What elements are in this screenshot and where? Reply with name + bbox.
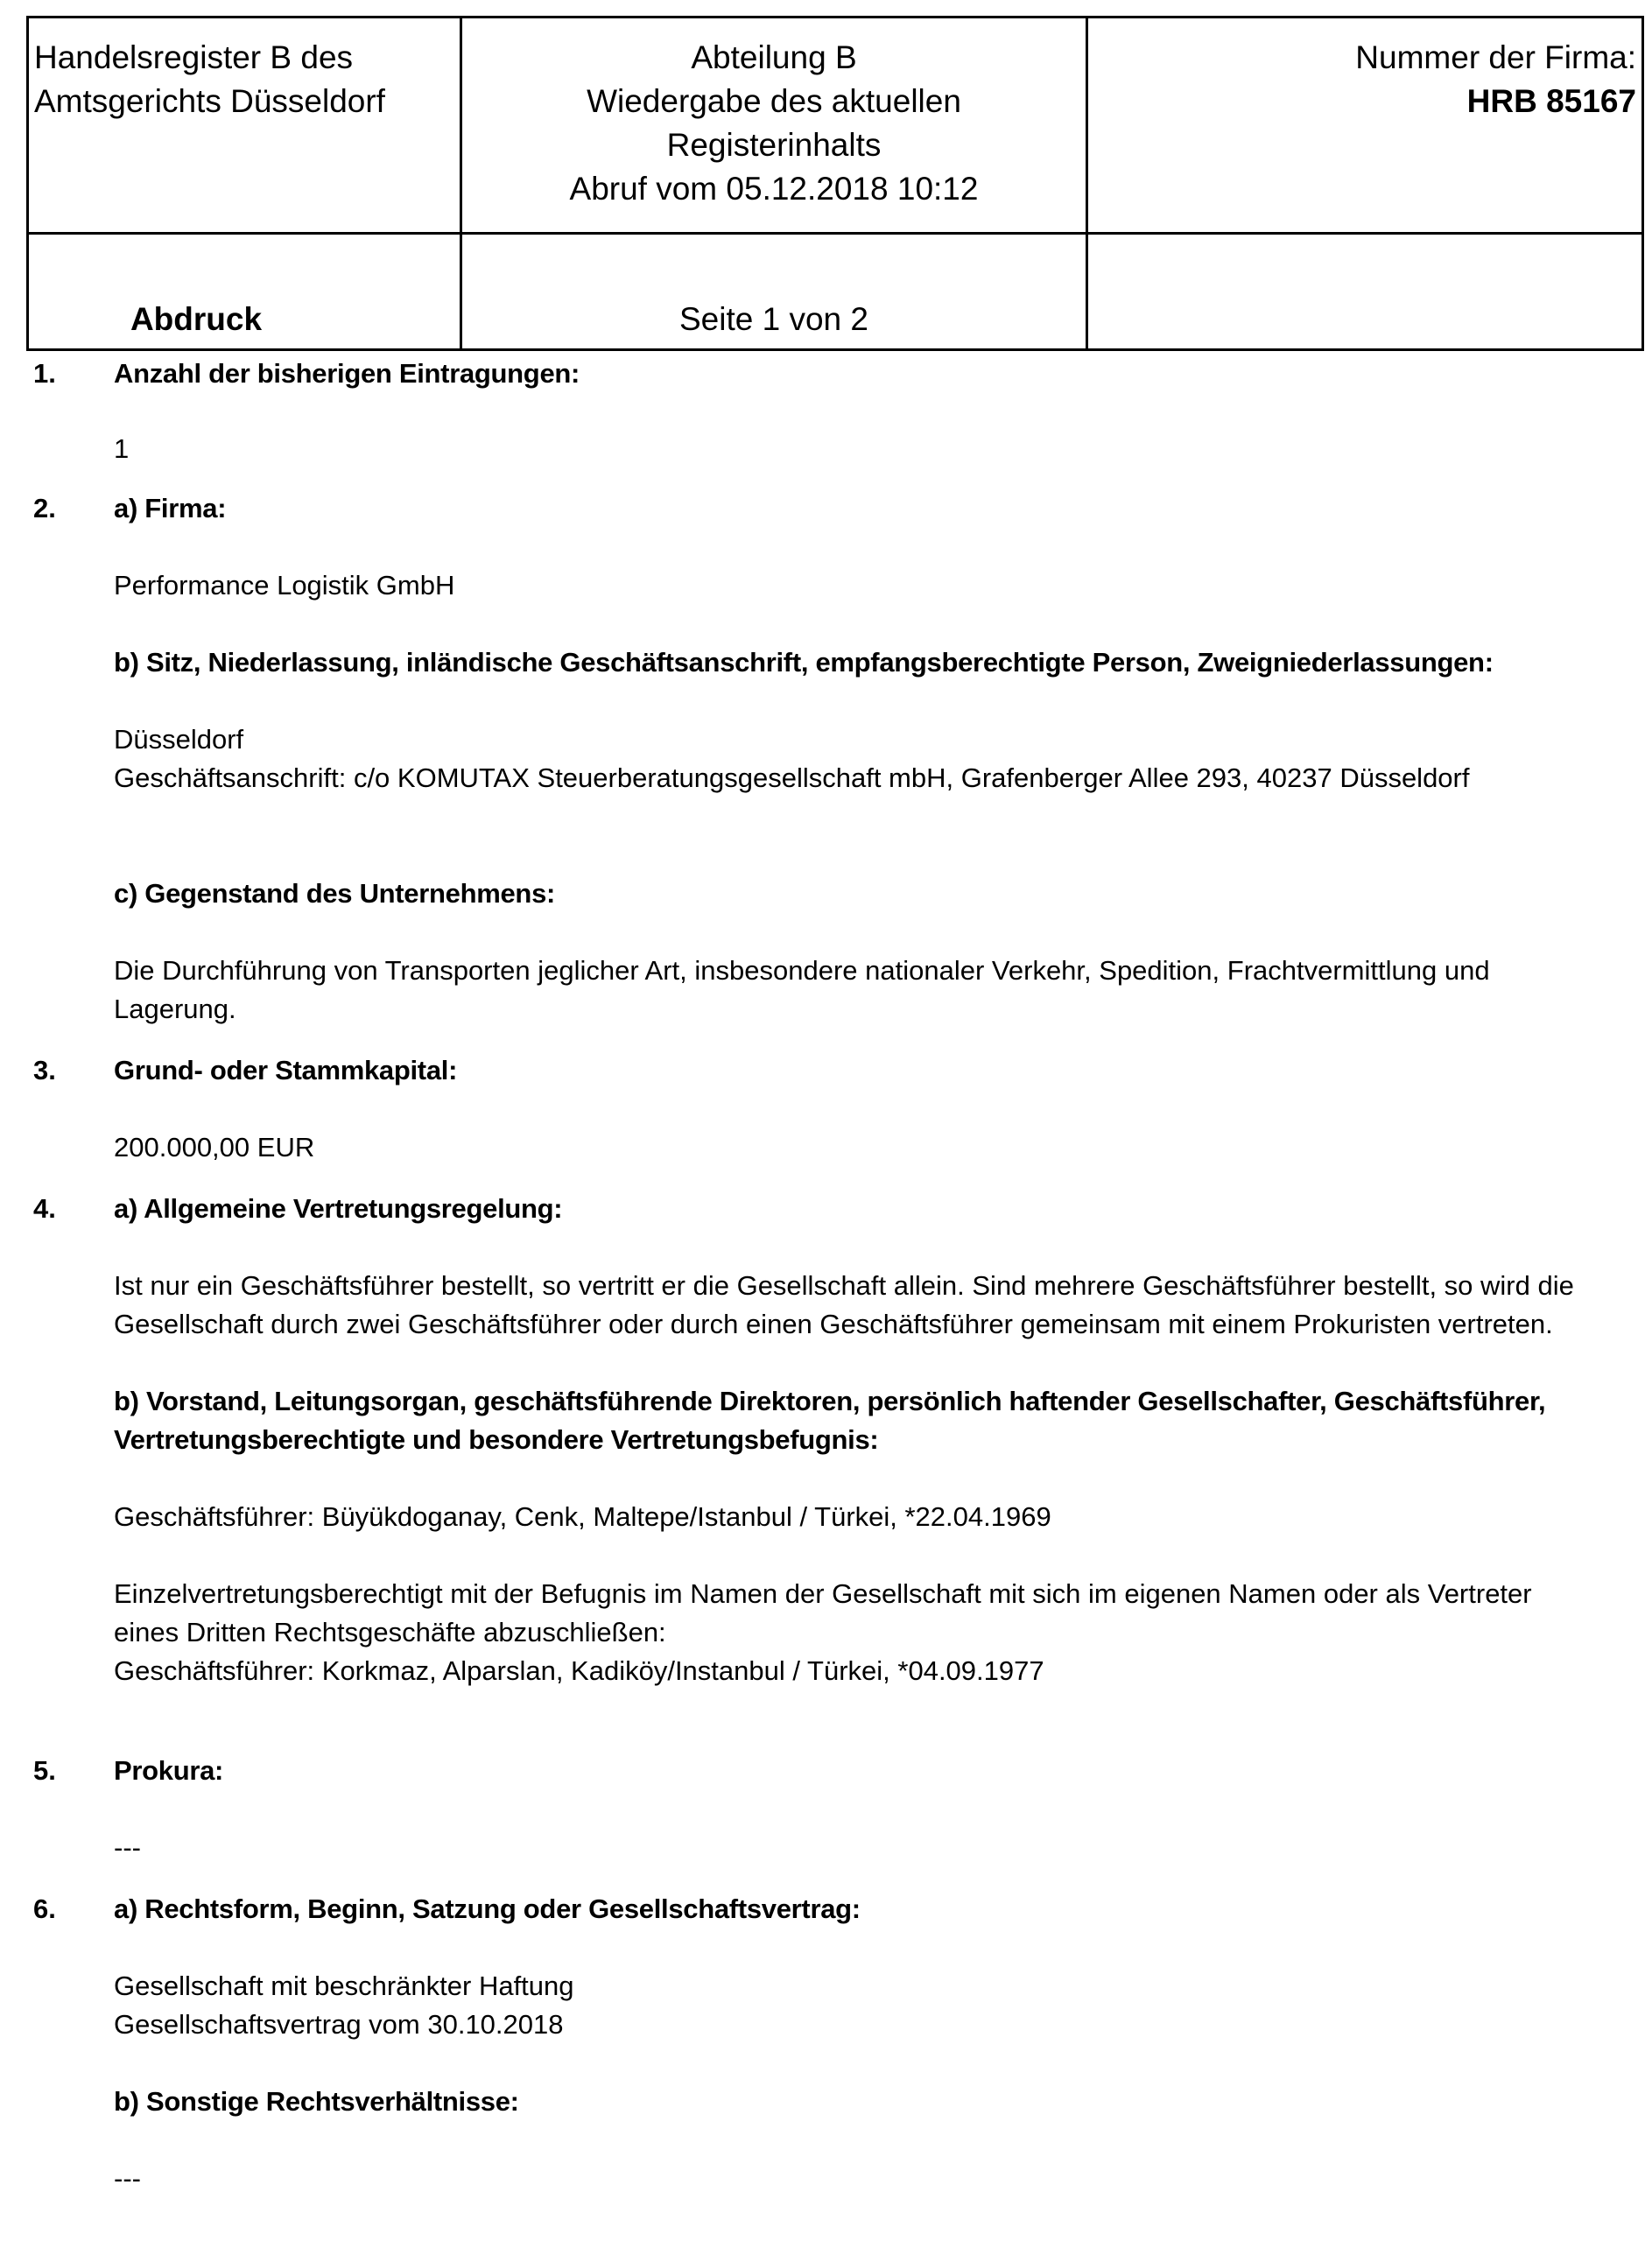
department-line-1: Abteilung B bbox=[691, 39, 857, 75]
section-1 bbox=[0, 355, 1652, 468]
representation-rule: Ist nur ein Geschäftsführer bestellt, so vertritt er die Gesellschaft allein. Sind mehrere Geschäftsführer bestellt, so wird die Gesellschaft durch zwei Geschäftsführer oder durch einen Geschäftsführer gemeinsam mit einem Prokuristen vertreten. bbox=[114, 1270, 1574, 1339]
section-number: 6. bbox=[33, 1893, 56, 1924]
section-2 bbox=[0, 489, 1652, 1029]
representation-heading: a) Allgemeine Vertretungsregelung: bbox=[114, 1193, 563, 1224]
management-heading: b) Vorstand, Leitungsorgan, geschäftsführende Direktoren, persönlich haftender Gesellschafter, Geschäftsführer, Vertretungsberechtigte und besondere Vertretungsbefugnis: bbox=[114, 1386, 1546, 1455]
sole-representation-note: Einzelvertretungsberechtigt mit der Befugnis im Namen der Gesellschaft mit sich im eigenen Namen oder als Vertreter eines Dritten Rechtsgeschäfte abzuschließen: bbox=[114, 1578, 1532, 1647]
seat-heading: b) Sitz, Niederlassung, inländische Geschäftsanschrift, empfangsberechtigte Person, Zweigniederlassungen: bbox=[114, 647, 1494, 678]
firm-name: Performance Logistik GmbH bbox=[114, 570, 455, 601]
retrieval-date: Abruf vom 05.12.2018 10:12 bbox=[569, 171, 979, 207]
company-purpose: Die Durchführung von Transporten jeglicher Art, insbesondere nationaler Verkehr, Spedition, Frachtvermittlung und Lagerung. bbox=[114, 955, 1490, 1024]
section-5 bbox=[0, 1752, 1652, 1867]
court-line-1: Handelsregister B des bbox=[34, 39, 354, 75]
section-number: 1. bbox=[33, 358, 56, 389]
company-number-cell bbox=[1087, 18, 1643, 234]
other-relations-heading: b) Sonstige Rechtsverhältnisse: bbox=[114, 2086, 519, 2117]
print-label-cell bbox=[28, 234, 461, 350]
section-heading: Anzahl der bisherigen Eintragungen: bbox=[114, 358, 580, 389]
court-cell bbox=[28, 18, 461, 234]
register-header-table bbox=[26, 16, 1644, 351]
purpose-heading: c) Gegenstand des Unternehmens: bbox=[114, 878, 556, 909]
section-6 bbox=[0, 1890, 1652, 2198]
articles-date: Gesellschaftsvertrag vom 30.10.2018 bbox=[114, 2009, 564, 2040]
procuration-heading: Prokura: bbox=[114, 1755, 224, 1786]
entries-count: 1 bbox=[114, 433, 130, 464]
section-3 bbox=[0, 1051, 1652, 1167]
share-capital: 200.000,00 EUR bbox=[114, 1132, 315, 1163]
page-number-cell bbox=[461, 234, 1087, 350]
print-label: Abdruck bbox=[130, 301, 263, 337]
seat-city: Düsseldorf bbox=[114, 724, 244, 755]
department-line-3: Registerinhalts bbox=[666, 127, 882, 163]
legal-form: Gesellschaft mit beschränkter Haftung bbox=[114, 1971, 574, 2001]
section-number: 3. bbox=[33, 1055, 56, 1085]
section-number: 2. bbox=[33, 493, 56, 523]
section-number: 5. bbox=[33, 1755, 56, 1786]
managing-director-1: Geschäftsführer: Büyükdoganay, Cenk, Maltepe/Istanbul / Türkei, *22.04.1969 bbox=[114, 1501, 1051, 1532]
court-line-2: Amtsgerichts Düsseldorf bbox=[34, 83, 385, 119]
company-number-label: Nummer der Firma: bbox=[1355, 39, 1636, 75]
capital-heading: Grund- oder Stammkapital: bbox=[114, 1055, 458, 1085]
section-number: 4. bbox=[33, 1193, 56, 1224]
register-content bbox=[0, 355, 1652, 2198]
company-number: HRB 85167 bbox=[1466, 83, 1636, 119]
section-4 bbox=[0, 1190, 1652, 1690]
business-address: Geschäftsanschrift: c/o KOMUTAX Steuerberatungsgesellschaft mbH, Grafenberger Allee 293, 40237 Düsseldorf bbox=[114, 762, 1470, 793]
managing-director-2: Geschäftsführer: Korkmaz, Alparslan, Kadiköy/Instanbul / Türkei, *04.09.1977 bbox=[114, 1655, 1044, 1686]
legal-form-heading: a) Rechtsform, Beginn, Satzung oder Gesellschaftsvertrag: bbox=[114, 1893, 861, 1924]
department-cell bbox=[461, 18, 1087, 234]
firm-heading: a) Firma: bbox=[114, 493, 227, 523]
department-line-2: Wiedergabe des aktuellen bbox=[587, 83, 961, 119]
procuration-value: --- bbox=[114, 1832, 141, 1863]
empty-cell bbox=[1087, 234, 1643, 350]
page-number: Seite 1 von 2 bbox=[679, 301, 868, 337]
other-relations-value: --- bbox=[114, 2163, 141, 2194]
